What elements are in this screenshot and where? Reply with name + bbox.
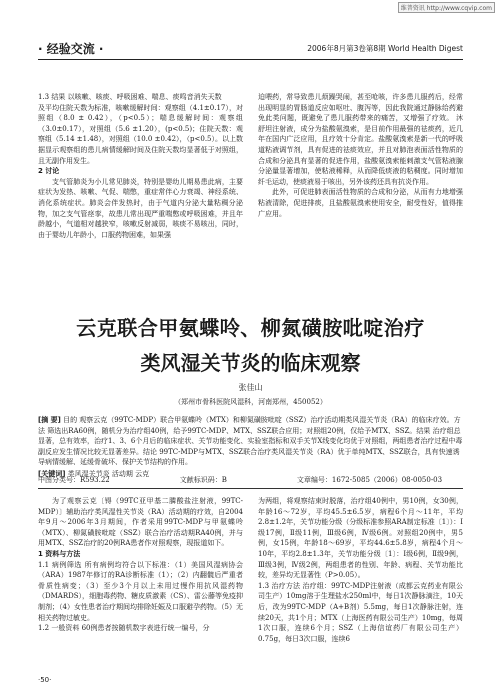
case-selection-text: 1.1 病例筛选 所有病例均符合以下标准：（1）美国风湿病协会（ARA）1987年修订的RA诊断标准（1）；（2）内翻髋后严重者骨质性病变；（3）至少3个月以上未用过慢作用抗风湿药物（DMARDS），细胞毒药物、糖皮质激素（CS）、雷公藤等免疫抑制剂；（4）女性患者治疗期间均排除妊娠及口服避孕药物。（5）无相关药物过敏史。	[38, 560, 243, 622]
methods-heading: 1 资料与方法	[38, 549, 81, 558]
general-data-text: 1.2 一般资料 60例患者按随机数字表进行统一编号，分	[38, 624, 210, 633]
prev-discussion-heading: 2 讨论	[38, 167, 60, 176]
section-title: · 经验交流 ·	[38, 42, 104, 56]
abstract-text: 目的 观察云克（99TC-MDP）联合甲氨蝶呤（MTX）和柳氮磺胺吡啶（SSZ）治疗活动期类风湿关节炎（RA）的临床疗效。方法 筛选出RA60例，随机分为治疗组40例，给予99TC-MDP、MTX、SSZ联合应用；对照组20例，仅给予MTX、SSZ。结果 治疗组总显著，总有效率，治疗1、3、6个月后的临床症状、关节功能变化、实验室指标和双手关节X线变化均优于对照组，两组患者治疗过程中毒副反应发生情况比较无显著差异。结论 99TC-MDP与MTX、SSZ联合治疗类风湿关节炎（RA）优于单纯MTX、SSZ联合，具有快速诱导病情缓解、延缓骨破坏、保护关节结构的作用。	[38, 416, 463, 466]
article-number: 文章编号：1672-5085（2006）08-0050-03	[296, 476, 443, 484]
body-left-column	[38, 496, 243, 634]
article-title-block	[38, 312, 463, 407]
article-affiliation: （郑州市骨科医院风湿科，河南郑州，450052）	[174, 398, 327, 406]
prev-result-text: 及平均住院天数为标准，咳嗽缓解时间：观察组（4.1±0.17），对照组（8.0 ± 0.42），（p<0.5）；喘息缓解时间：观察组（3.0±0.17），对照组（5.6 ±1.20），(p<0.5)；住院天数：观察组（5.14 ±1.48），对照组（10.0 ±0.42），（p<0.5）。以上数据显示观察组的患儿病情缓解时间及住院天数均显著低于对照组，且无副作用发生。	[38, 103, 244, 165]
article-title-line1: 云克联合甲氨蝶呤、柳氮磺胺吡啶治疗	[76, 316, 425, 340]
keywords-label: [关键词]	[38, 469, 66, 478]
article-author: 张佳山	[238, 383, 263, 392]
prev-article-right-column	[258, 92, 463, 219]
prev-discussion-text: 支气管肺炎为小儿常见肺炎，特别是婴幼儿期易患此病，主要症状为发热、咳嗽、气促、喘憋，重症常伴心力衰竭、神经系统、消化系统症状。肺炎会伴发热时，由于气道内分泌大量粘稠分泌物，加之支气管痉挛，故患儿常出现严重喘憋或呼吸困难，并且年龄越小，气道相对越狭窄，咳嗽反射减弱，咳痰不易咳出，同时，由于婴幼儿年龄小，口服药物困难，如果强	[38, 177, 243, 239]
prev-article-left-column	[38, 92, 243, 240]
journal-info: 2006年8月第3卷第8期 World Health Digest	[307, 44, 463, 53]
page-number: ·50·	[38, 676, 52, 684]
prev-discussion-continued: 迫喂药，常导致患儿烦躁哭闹，甚至呛咳，许多患儿服药后，经常出现明显的胃肠道反应如呕吐、腹泻等，因此我院通过静脉给药避免此类问题，既避免了患儿服药带来的痛苦，又增强了疗效。 沐舒坦注射液，成分为盐酸氨溴索，是目前作用最强的祛痰药，近几年在国内广泛应用，且疗效十分肯定。盐酸氨溴索是新一代的呼吸道粘液调节剂，具有促进的祛痰效应，并且对肺泡表面活性物质的合成和分泌具有显著的促进作用，盐酸氨溴索能刺激支气管粘液腺分泌量显著增加，使粘液稀释，从而降低痰液的粘稠度。同时增加纤毛运动，使痰液易于咳出，另外该药还具有抗炎作用。	[258, 93, 463, 186]
abstract-label: [摘 要]	[38, 416, 61, 424]
article-title-line2: 类风湿关节炎的临床观察	[140, 351, 361, 375]
prev-result-heading: 1.3 结果 以咳嗽、咳痰、呼吸困难、喘息、痰鸣音消失天数	[38, 93, 222, 101]
clc-number: 中图分类号：R593.22	[38, 476, 110, 484]
treatment-method-text: 1.3 治疗方法 治疗组：99TC-MDP注射液（成都云克药业有限公司生产）10mg溶于生理盐水250ml中，每日1次静脉滴注，10天后，改为99TC-MDP（A+B剂）5.5mg，每日1次静脉注射，连续20天，共1个月；MTX（上海医药有限公司生产）10mg，每周1次口服，连续6个月；SSZ（上海信谊药厂有限公司生产）0.75g，每日3次口服，连续6	[258, 581, 463, 643]
divider	[38, 488, 463, 489]
prev-conclusion-text: 此外，可促进肺表面活性物质的合成和分泌，从而有力地增强粘液清除，促进排痰，且盐酸氨溴索使用安全，耐受性好，值得推广应用。	[258, 188, 463, 218]
abstract	[38, 415, 463, 479]
keywords-text: 类风湿关节炎 活动期 云克	[67, 469, 150, 478]
general-data-continued: 为两组，将观察结束时脱落，治疗组40例中，男10例，女30例，年龄16～72岁，平均45.5±6.5岁，病程6个月～11年，平均2.8±1.2年，关节功能分级（分级标准参照ARA制定标准〔1〕）：Ⅰ级17例，Ⅱ级11例，Ⅲ级6例，Ⅳ级6例。对照组20例中，男5例，女15例，年龄18～69岁，平均44.6±5.8岁，病程4个月～10年，平均2.8±1.3年，关节功能分级〔1〕：Ⅰ级6例，Ⅱ级9例，Ⅲ级3例，Ⅳ级2例，两组患者的性别、年龄、病程、关节功能比较，差异均无显著性（P>0.05）。	[258, 497, 463, 580]
watermark-url: 维普资讯 http://www.cqvip.com	[398, 2, 495, 13]
intro-paragraph: 为了观察云克〔锝（99TC亚甲基二膦酸盐注射液，99TC-MDP）〕辅助治疗类风湿性关节炎（RA）活动期的疗效，自2004年9月～2006年3月期间，作者采用99TC-MDP与甲氨蝶呤（MTX）、柳氮磺胺吡啶（SSZ）联合治疗活动期RA40例，并与用MTX、SSZ治疗的20例RA患者作对照观察，现报道如下。	[38, 497, 243, 548]
body-right-column	[258, 496, 463, 644]
page-header	[38, 38, 463, 60]
classification-row	[38, 475, 463, 485]
document-code: 文献标识码：B	[179, 476, 227, 484]
